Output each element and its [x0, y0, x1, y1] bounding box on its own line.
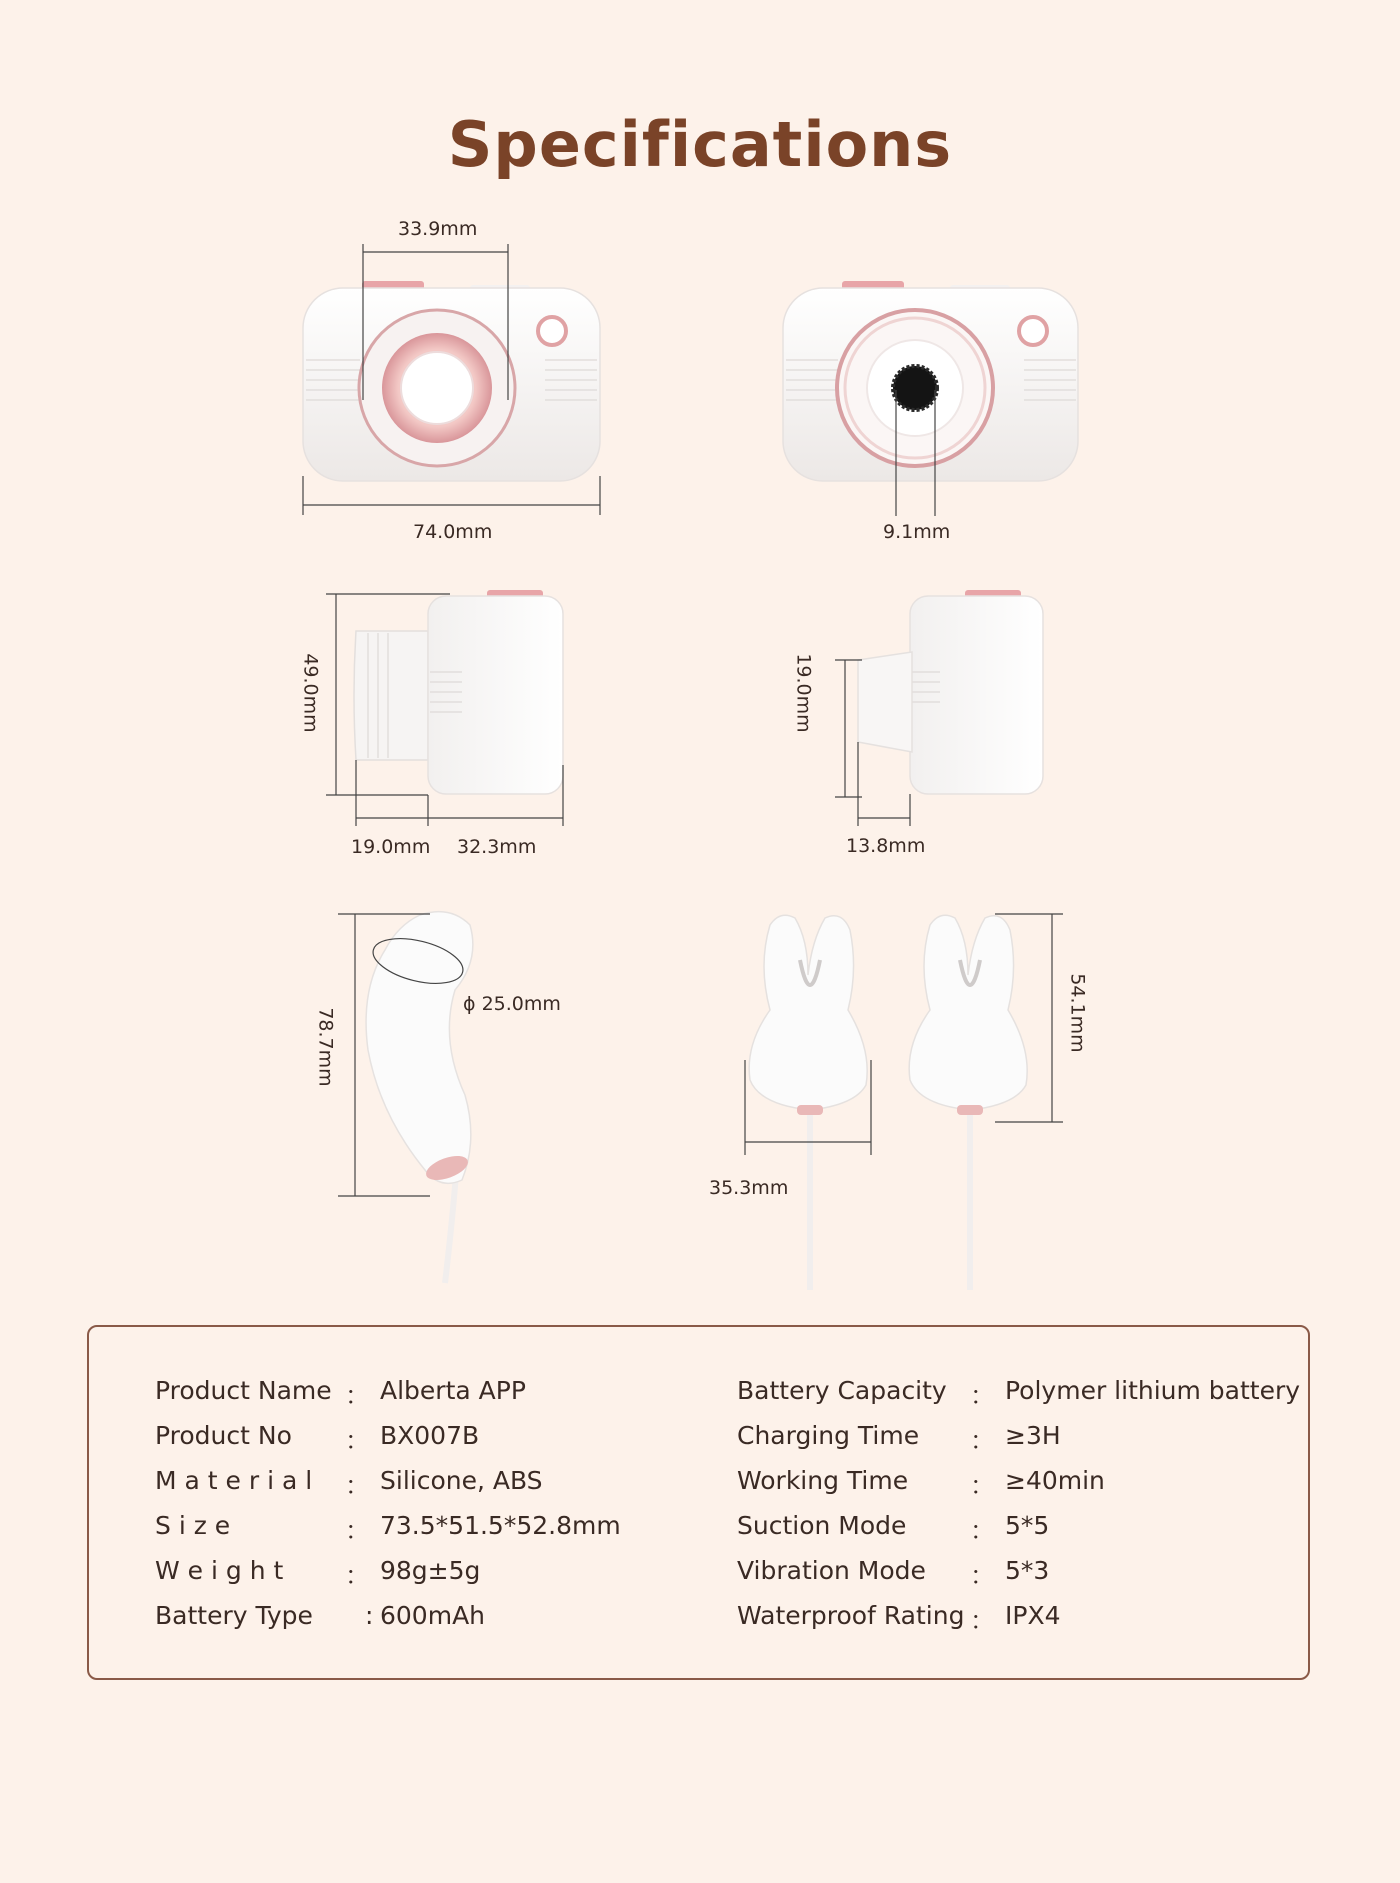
spec-value: ≥40min	[1005, 1466, 1105, 1495]
spec-value: BX007B	[380, 1421, 480, 1450]
spec-value: Alberta APP	[380, 1376, 526, 1405]
dim-clip-width: 35.3mm	[709, 1177, 789, 1199]
spec-label: Battery Capacity	[737, 1376, 947, 1405]
back-view-device	[783, 281, 1078, 481]
spec-label: Suction Mode	[737, 1511, 907, 1540]
spec-colon: ：	[970, 1381, 996, 1410]
clip-device-left	[749, 915, 867, 1290]
spec-label: Charging Time	[737, 1421, 920, 1450]
spec-colon: ：	[345, 1561, 371, 1590]
side-view-device	[354, 590, 563, 794]
clip-device-right	[909, 915, 1027, 1290]
spec-label: Vibration Mode	[737, 1556, 926, 1585]
spec-colon: ：	[345, 1381, 371, 1410]
spec-value: ≥3H	[1005, 1421, 1061, 1450]
dim-side-body-depth: 32.3mm	[457, 836, 537, 858]
side-view-device-2	[858, 590, 1043, 794]
spec-value: 5*5	[1005, 1511, 1050, 1540]
dim-side2-cup-height: 19.0mm	[792, 653, 815, 733]
spec-value: 600mAh	[380, 1601, 486, 1630]
spec-label: S i z e	[155, 1511, 231, 1540]
dim-wand-diameter: ϕ 25.0mm	[463, 993, 561, 1015]
spec-colon: ：	[970, 1561, 996, 1590]
dim-clip-height: 54.1mm	[1066, 973, 1089, 1053]
spec-label: Working Time	[737, 1466, 909, 1495]
page-title: Specifications	[447, 108, 953, 181]
spec-colon: ：	[970, 1606, 996, 1635]
spec-label: M a t e r i a l	[155, 1466, 313, 1495]
spec-value: Silicone, ABS	[380, 1466, 543, 1495]
spec-label: Product No	[155, 1421, 292, 1450]
spec-label: W e i g h t	[155, 1556, 284, 1585]
spec-colon: ：	[970, 1471, 996, 1500]
spec-value: 73.5*51.5*52.8mm	[380, 1511, 621, 1540]
dim-front-lens-width: 33.9mm	[398, 218, 478, 240]
spec-value: 98g±5g	[380, 1556, 481, 1585]
spec-colon: ：	[970, 1426, 996, 1455]
front-view-device	[303, 281, 600, 481]
spec-value: IPX4	[1005, 1601, 1061, 1630]
dim-wand-length: 78.7mm	[314, 1007, 337, 1087]
dim-front-width: 74.0mm	[413, 521, 493, 543]
dim-side-height: 49.0mm	[299, 653, 322, 733]
spec-label: Battery Type	[155, 1601, 313, 1630]
spec-label: Product Name	[155, 1376, 332, 1405]
spec-value: 5*3	[1005, 1556, 1050, 1585]
spec-colon: ：	[345, 1426, 371, 1455]
dim-side-cup-depth: 19.0mm	[351, 836, 431, 858]
wand-device	[366, 912, 473, 1283]
spec-label: Waterproof Rating	[737, 1601, 965, 1630]
spec-colon: ：	[345, 1471, 371, 1500]
dim-side2-cup-depth: 13.8mm	[846, 835, 926, 857]
dim-back-opening: 9.1mm	[883, 521, 951, 543]
spec-value: Polymer lithium battery	[1005, 1376, 1301, 1405]
spec-colon: :	[365, 1601, 374, 1630]
spec-colon: ：	[345, 1516, 371, 1545]
spec-colon: ：	[970, 1516, 996, 1545]
